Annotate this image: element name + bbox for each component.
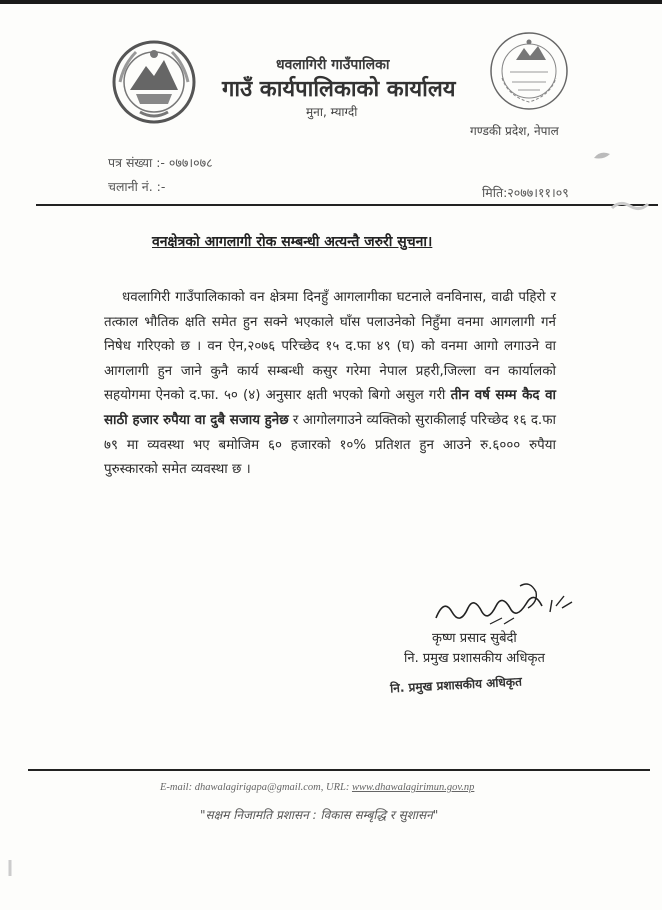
email-label: E-mail:: [160, 782, 195, 793]
scan-smudge: [592, 148, 612, 162]
signatory-name: कृष्ण प्रसाद सुबेदी: [432, 631, 517, 646]
email-address: dhawalagirigapa@gmail.com: [194, 782, 321, 793]
reference-number: पत्र संख्या :- ०७७।०७८: [108, 155, 213, 170]
office-name: गाउँ कार्यपालिकाको कार्यालय: [222, 77, 456, 102]
body-text-part1: धवलागिरी गाउँपालिकाको वन क्षेत्रमा दिनहुँ आगलागीका घटनाले वनविनास, वाढी पहिरो र तत्काल भौतिक क्षति समेत हुन सक्ने भएकाले घाँस पलाउनेको निहुँमा वनमा आगलागी गर्न निषेध गरिएको छ । वन ऐन,२०७६ परिच्छेद १५ द.फा ४९ (घ) को वनमा आगो लगाउने वा आगलागी हुन जाने कुनै कार्य सम्बन्धी कसुर गरेमा नेपाल प्रहरी,जिल्ला वन कार्यालको सहयोगमा ऐनको द.फा. ५० (४) अनुसार क्षती भएको बिगो असुल गरी: [104, 290, 556, 404]
dispatch-number: चलानी नं. :-: [108, 179, 166, 194]
signatory-rubber-stamp: नि. प्रमुख प्रशासकीय अधिकृत: [389, 674, 523, 696]
office-location: मुना, म्याग्दी: [306, 105, 358, 119]
url-label: , URL:: [320, 782, 352, 793]
page-top-border: [0, 0, 662, 4]
penalty-text: तीन वर्ष सम्म कैद वा साठी हजार रुपैया वा दुबै सजाय हुनेछ: [104, 388, 556, 428]
footer-motto: "सक्षम निजामति प्रशासन : विकास सम्बृद्धि र सुशासन": [200, 808, 439, 822]
scan-smudge: [610, 196, 650, 216]
header-divider: [36, 204, 658, 206]
scan-smudge: [4, 858, 16, 878]
website-link[interactable]: www.dhawalagirimun.gov.np: [351, 782, 475, 793]
body-text-part2: र आगोलगाउने व्यक्तिको सुराकीलाई परिच्छेद १६ द.फा ७९ मा व्यवस्था भए बमोजिम ६० हजारको १०% प्रतिशत हुन आउने रु.६००० रुपैया पुरुस्कारको समेत व्यवस्था छ ।: [104, 412, 556, 478]
notice-body: [104, 286, 556, 483]
province-name: गण्डकी प्रदेश, नेपाल: [470, 124, 559, 138]
handwritten-signature: [430, 578, 590, 630]
organization-name: धवलागिरी गाउँपालिका: [276, 57, 390, 73]
signatory-title: नि. प्रमुख प्रशासकीय अधिकृत: [404, 651, 545, 666]
notice-subject: वनक्षेत्रको आगलागी रोक सम्बन्धी अत्यन्तै जरुरी सुचना।: [152, 234, 433, 250]
footer-contact: [160, 782, 474, 793]
footer-divider: [28, 769, 650, 771]
letter-date: मिति:२०७७।११।०९: [482, 185, 569, 200]
office-seal-stamp: [488, 30, 570, 112]
nepal-emblem-logo: [110, 38, 198, 126]
